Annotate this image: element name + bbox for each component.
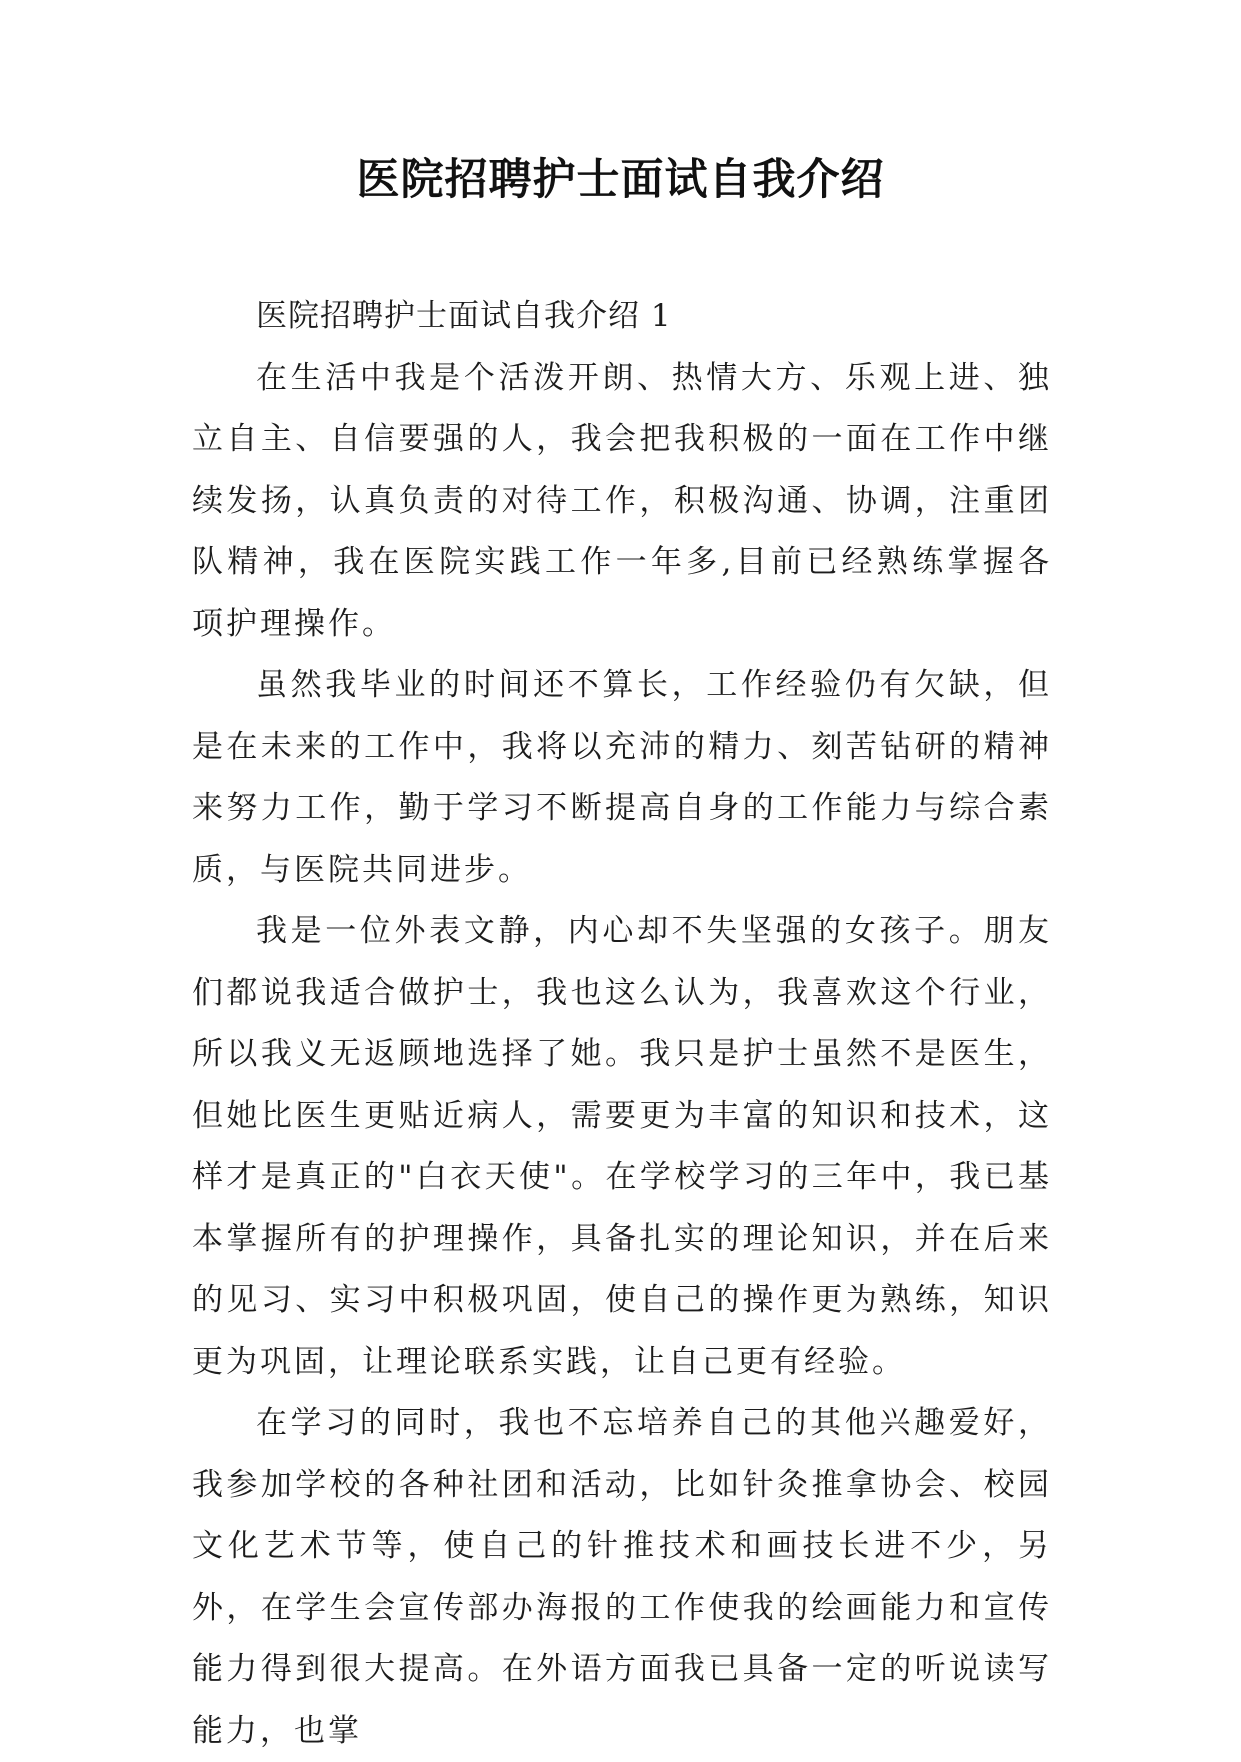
document-title: 医院招聘护士面试自我介绍 xyxy=(356,155,885,205)
document-body xyxy=(192,286,1052,1762)
paragraph: 在生活中我是个活泼开朗、热情大方、乐观上进、独立自主、自信要强的人，我会把我积极的一面在工作中继续发扬，认真负责的对待工作，积极沟通、协调，注重团队精神，我在医院实践工作一年多,目前已经熟练掌握各项护理操作。 xyxy=(192,359,1052,642)
section-heading: 医院招聘护士面试自我介绍 1 xyxy=(256,298,672,334)
paragraph: 虽然我毕业的时间还不算长，工作经验仍有欠缺，但是在未来的工作中，我将以充沛的精力、刻苦钻研的精神来努力工作，勤于学习不断提高自身的工作能力与综合素质，与医院共同进步。 xyxy=(192,667,1052,888)
paragraph: 我是一位外表文静，内心却不失坚强的女孩子。朋友们都说我适合做护士，我也这么认为，我喜欢这个行业，所以我义无返顾地选择了她。我只是护士虽然不是医生，但她比医生更贴近病人，需要更为丰富的知识和技术，这样才是真正的"白衣天使"。在学校学习的三年中，我已基本掌握所有的护理操作，具备扎实的理论知识，并在后来的见习、实习中积极巩固，使自己的操作更为熟练，知识更为巩固，让理论联系实践，让自己更有经验。 xyxy=(192,913,1052,1380)
paragraph: 在学习的同时，我也不忘培养自己的其他兴趣爱好，我参加学校的各种社团和活动，比如针灸推拿协会、校园文化艺术节等，使自己的针推技术和画技长进不少，另外，在学生会宣传部办海报的工作使我的绘画能力和宣传能力得到很大提高。在外语方面我已具备一定的听说读写能力，也掌 xyxy=(192,1405,1052,1749)
